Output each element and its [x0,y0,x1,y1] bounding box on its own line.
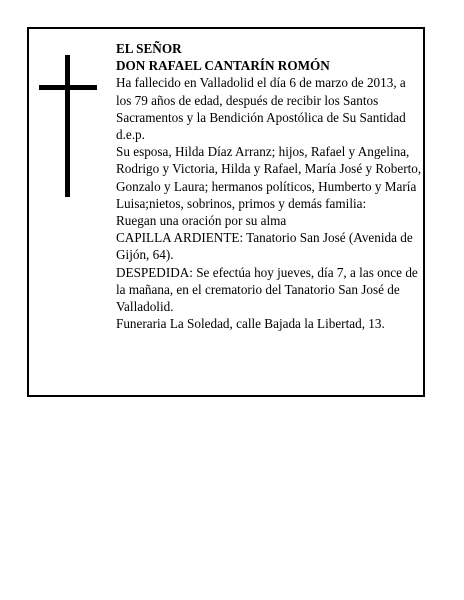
family-list: Su esposa, Hilda Díaz Arranz; hijos, Rafael y Angelina, Rodrigo y Victoria, Hilda y Rafael, María José y Roberto, Gonzalo y Laura; hermanos políticos, Humberto y María Luisa;nietos, sobrinos, primos y demás familia: [116,144,422,211]
chapel-info: CAPILLA ARDIENTE: Tanatorio San José (Avenida de Gijón, 64). [116,230,413,263]
obituary-notice [27,27,425,397]
notice-heading: EL SEÑOR [116,41,182,56]
cross-icon [39,55,97,197]
prayer-request: Ruegan una oración por su alma [116,213,287,229]
funeral-home-info: Funeraria La Soledad, calle Bajada la Libertad, 13. [116,316,385,332]
cross-horizontal-bar [39,85,97,90]
obituary-text [116,40,422,332]
death-announcement: Ha fallecido en Valladolid el día 6 de marzo de 2013, a los 79 años de edad, después de recibir los Santos Sacramentos y la Bendición Apostólica de Su Santidad d.e.p. [116,75,406,143]
deceased-name: DON RAFAEL CANTARÍN ROMÓN [116,58,330,74]
farewell-info: DESPEDIDA: Se efectúa hoy jueves, día 7, a las once de la mañana, en el crematorio del Tanatorio San José de Valladolid. [116,264,418,315]
cross-vertical-bar [65,55,70,197]
